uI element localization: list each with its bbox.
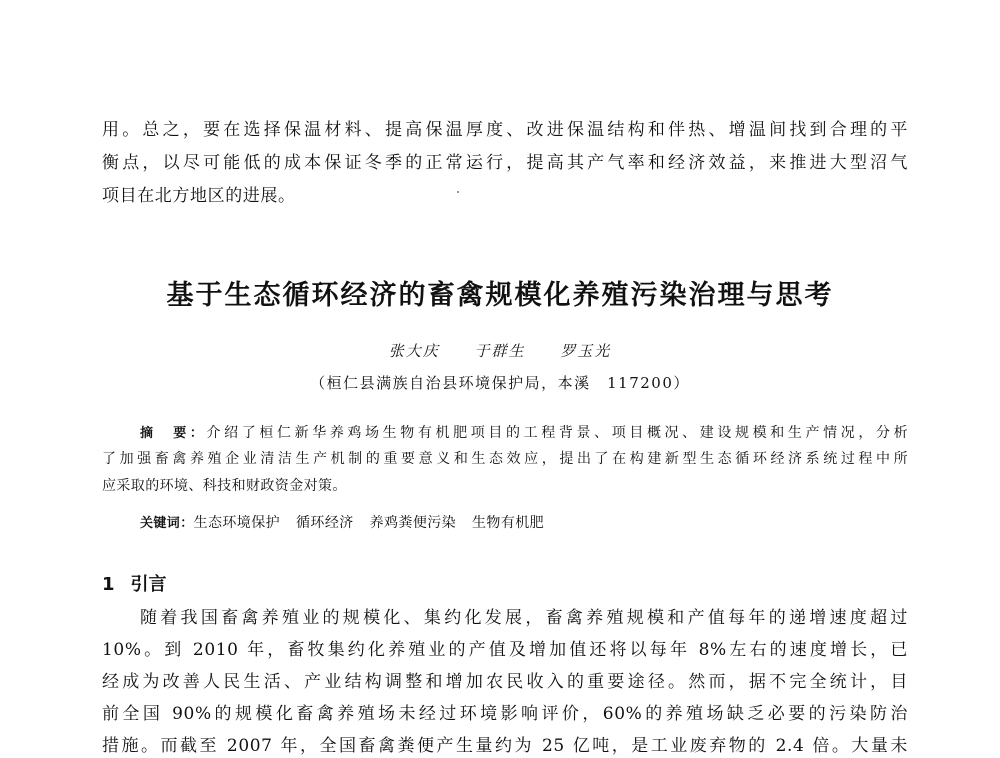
abstract-text: 介绍了桓仁新华养鸡场生物有机肥项目的工程背景、项目概况、建设规模和生产情况，分析 [206,425,908,441]
body-line: 措施。而截至 2007 年，全国畜禽粪便产生量约为 25 亿吨，是工业废弃物的 2.4 倍。大量未 [102,736,908,756]
prev-paragraph-line: 项目在北方地区的进展。 [102,186,296,206]
author-affiliation: （桓仁县满族自治县环境保护局，本溪 117200） [310,374,690,392]
abstract-label: 摘 要： [140,426,207,441]
author-list [0,340,1000,361]
section-heading [102,570,167,596]
section-title: 引言 [130,574,167,595]
abstract-line: 了加强畜禽养殖企业清洁生产机制的重要意义和生态效应，提出了在构建新型生态循环经济系统过程中所 [102,451,908,467]
prev-paragraph-line: 用。总之，要在选择保温材料、提高保温厚度、改进保温结构和伴热、增温间找到合理的平 [102,120,908,140]
prev-paragraph-line: 衡点，以尽可能低的成本保证冬季的正常运行，提高其产气率和经济效益，来推进大型沼气 [102,153,908,173]
abstract-line: 应采取的环境、科技和财政资金对策。 [102,478,347,494]
body-line: 前全国 90%的规模化畜禽养殖场未经过环境影响评价，60%的养殖场缺乏必要的污染防治 [102,704,908,724]
body-line: 随着我国畜禽养殖业的规模化、集约化发展，畜禽养殖规模和产值每年的递增速度超过 [140,608,908,628]
author-name: 张大庆 [388,342,440,360]
section-number: 1 [102,574,115,595]
body-line: 经成为改善人民生活、产业结构调整和增加农民收入的重要途径。然而，据不完全统计，目 [102,672,908,692]
scan-speck [457,191,459,193]
article-title: 基于生态循环经济的畜禽规模化养殖污染治理与思考 [166,280,834,311]
keyword: 养鸡粪便污染 [369,515,457,531]
body-line: 10%。到 2010 年，畜牧集约化养殖业的产值及增加值还将以每年 8%左右的速度增长，已 [102,640,908,660]
author-name: 罗玉光 [560,342,612,360]
keyword: 生态环境保护 [193,515,281,531]
author-name: 于群生 [474,342,526,360]
keyword: 生物有机肥 [472,515,545,531]
abstract-line [140,422,908,445]
keywords-label: 关键词： [140,516,194,531]
keyword: 循环经济 [296,515,354,531]
keywords-line [140,512,908,535]
